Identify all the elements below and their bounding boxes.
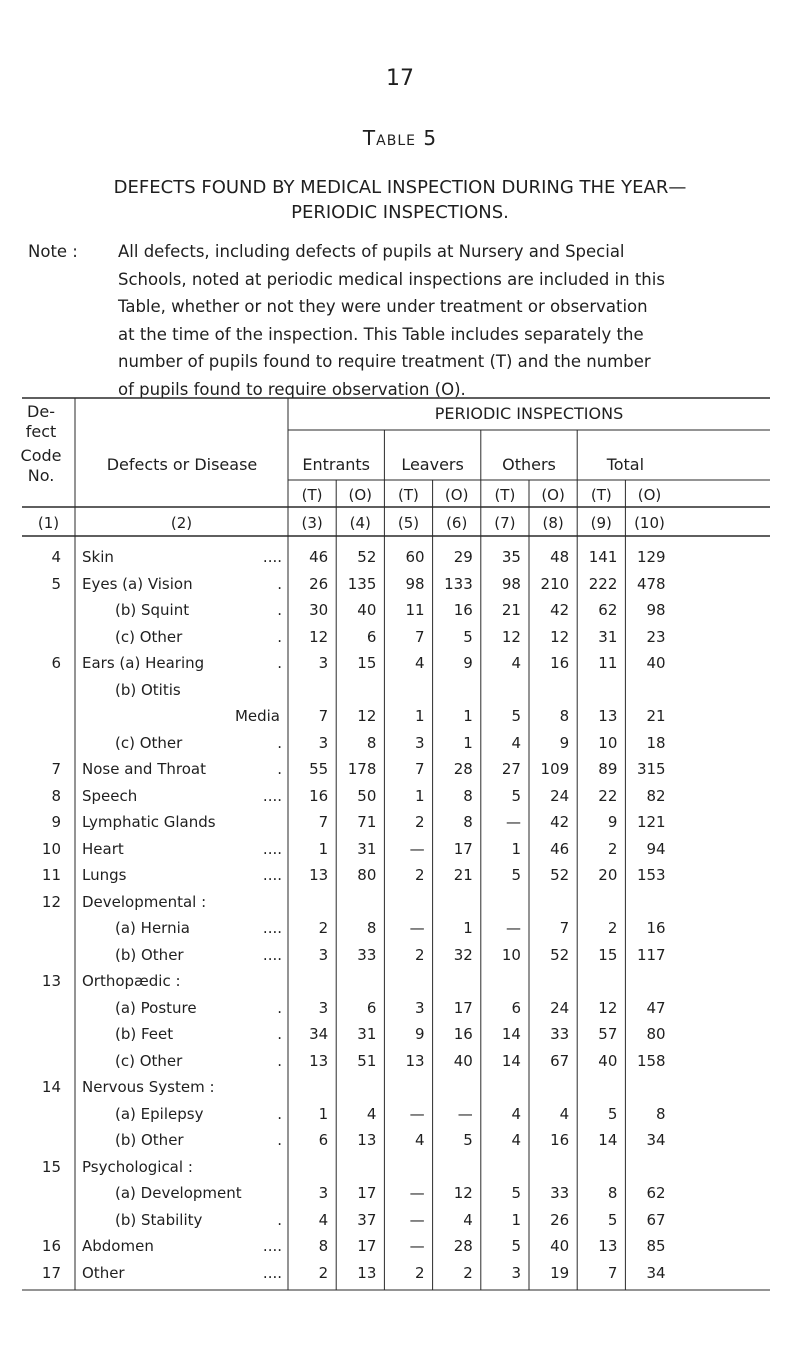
value-cell: 16: [550, 654, 570, 672]
leader-dots: ....: [262, 919, 282, 937]
value-cell: 4: [415, 1131, 425, 1149]
value-cell: 5: [607, 1210, 618, 1229]
value-cell: 4: [511, 654, 521, 672]
column-number: (4): [349, 514, 371, 532]
heading-line-1: DEFECTS FOUND BY MEDICAL INSPECTION DURING THE YEAR—: [113, 177, 687, 198]
value-cell: 12: [309, 627, 329, 646]
leader-dots: .: [277, 1104, 282, 1123]
periodic-inspections-header: PERIODIC INSPECTIONS: [434, 404, 624, 423]
value-cell: 121: [636, 813, 666, 831]
value-cell: 4: [511, 1131, 521, 1149]
value-cell: 1: [463, 733, 473, 752]
defect-label: Media: [234, 707, 280, 725]
leader-dots: .: [277, 760, 282, 778]
subcolumn-header: (T): [494, 486, 516, 504]
defect-code: 14: [41, 1078, 61, 1096]
value-cell: 4: [415, 654, 425, 672]
value-cell: 16: [453, 601, 473, 619]
value-cell: 94: [646, 839, 666, 858]
note-line: at the time of the inspection. This Table includes separately the: [118, 324, 644, 344]
column-number: (5): [397, 514, 420, 532]
defect-label: (b) Other: [115, 1131, 184, 1149]
value-cell: 2: [607, 919, 618, 937]
value-cell: 80: [646, 1025, 666, 1043]
value-cell: 13: [598, 1237, 618, 1255]
value-cell: 11: [598, 654, 618, 672]
value-cell: 30: [309, 601, 329, 619]
value-cell: 141: [588, 548, 618, 566]
value-cell: 1: [318, 839, 329, 858]
value-cell: 5: [463, 1131, 473, 1149]
column-number: (3): [301, 514, 323, 532]
defect-label: Speech: [82, 786, 138, 805]
leader-dots: .: [277, 1051, 282, 1070]
defect-code: 16: [41, 1237, 61, 1255]
value-cell: 14: [501, 1051, 521, 1070]
column-number: (10): [634, 514, 665, 532]
value-cell: 3: [415, 733, 425, 752]
value-cell: 4: [366, 1104, 377, 1123]
value-cell: 48: [550, 548, 570, 566]
value-cell: 7: [415, 627, 425, 646]
defect-label: Orthopædic :: [82, 972, 181, 990]
column-number: (6): [446, 514, 468, 532]
value-cell: 3: [318, 998, 329, 1017]
value-cell: 34: [309, 1025, 329, 1043]
value-cell: 21: [453, 866, 473, 884]
value-cell: 315: [636, 760, 666, 778]
value-cell: 46: [309, 548, 329, 566]
value-cell: —: [409, 919, 425, 937]
value-cell: 8: [463, 813, 473, 831]
value-cell: 3: [511, 1263, 521, 1282]
value-cell: 6: [318, 1131, 329, 1149]
value-cell: 34: [646, 1263, 666, 1282]
value-cell: 3: [318, 733, 329, 752]
value-cell: 13: [598, 707, 618, 725]
group-header-entrants: Entrants: [302, 455, 371, 474]
defect-label: (c) Other: [115, 1051, 183, 1070]
leader-dots: ....: [262, 1263, 282, 1282]
code-header-text: De-: [27, 402, 55, 421]
defect-label: Nose and Throat: [82, 760, 206, 778]
value-cell: 12: [550, 627, 570, 646]
value-cell: 24: [550, 998, 570, 1017]
value-cell: 7: [318, 813, 329, 831]
value-cell: 9: [463, 654, 473, 672]
value-cell: 13: [357, 1131, 377, 1149]
value-cell: 82: [646, 786, 666, 805]
value-cell: 2: [318, 1263, 329, 1282]
defect-label: (a) Hernia: [115, 919, 190, 937]
value-cell: 21: [501, 601, 521, 619]
defect-code: 5: [51, 574, 61, 593]
value-cell: —: [409, 839, 425, 858]
value-cell: 3: [318, 1184, 329, 1202]
defect-code: 7: [51, 760, 61, 778]
column-number: (1): [37, 514, 60, 532]
value-cell: 158: [636, 1051, 666, 1070]
value-cell: 71: [357, 813, 377, 831]
value-cell: 24: [550, 786, 570, 805]
leader-dots: .: [277, 627, 282, 646]
defect-label: (c) Other: [115, 627, 183, 646]
value-cell: 26: [550, 1210, 570, 1229]
value-cell: 16: [646, 919, 666, 937]
value-cell: 478: [636, 574, 666, 593]
value-cell: 1: [318, 1104, 329, 1123]
note-line: Table, whether or not they were under treatment or observation: [118, 297, 648, 316]
value-cell: 32: [453, 945, 473, 964]
defect-label: (a) Epilepsy: [115, 1104, 204, 1123]
value-cell: 8: [366, 919, 377, 937]
value-cell: 1: [463, 919, 473, 937]
defect-code: 9: [51, 813, 61, 831]
value-cell: 17: [357, 1237, 377, 1255]
value-cell: 29: [453, 548, 473, 566]
value-cell: 20: [598, 866, 618, 884]
subcolumn-header: (O): [541, 486, 565, 504]
value-cell: 98: [646, 601, 666, 619]
value-cell: 1: [415, 786, 425, 805]
defect-label: (c) Other: [115, 733, 183, 752]
defect-label: Developmental :: [82, 892, 207, 911]
value-cell: 210: [540, 574, 570, 593]
value-cell: 42: [550, 601, 570, 619]
value-cell: 8: [656, 1104, 666, 1123]
value-cell: 4: [511, 1104, 521, 1123]
value-cell: 5: [607, 1104, 618, 1123]
value-cell: 8: [366, 733, 377, 752]
code-header-text: fect: [25, 422, 57, 441]
leader-dots: .: [277, 1025, 282, 1043]
value-cell: 62: [598, 601, 618, 619]
leader-dots: .: [277, 601, 282, 619]
value-cell: 7: [318, 707, 329, 725]
column-number: (8): [542, 514, 564, 532]
value-cell: 2: [607, 839, 618, 858]
value-cell: 1: [511, 1210, 521, 1229]
value-cell: 51: [357, 1051, 377, 1070]
value-cell: 17: [453, 839, 473, 858]
value-cell: 4: [318, 1210, 329, 1229]
value-cell: —: [409, 1237, 425, 1255]
value-cell: 80: [357, 866, 377, 884]
defect-label: Abdomen: [82, 1237, 154, 1255]
value-cell: 6: [366, 998, 377, 1017]
value-cell: 19: [550, 1263, 570, 1282]
group-header-others: Others: [502, 455, 556, 474]
leader-dots: ....: [262, 786, 282, 805]
value-cell: 1: [511, 839, 521, 858]
leader-dots: .: [277, 574, 282, 593]
leader-dots: ....: [262, 839, 282, 858]
value-cell: 40: [550, 1237, 570, 1255]
value-cell: 15: [357, 654, 377, 672]
value-cell: 5: [511, 707, 521, 725]
defect-label: (a) Posture: [115, 998, 197, 1017]
value-cell: 17: [357, 1184, 377, 1202]
value-cell: 52: [357, 548, 377, 566]
table-title: Table 5: [362, 126, 438, 150]
value-cell: 13: [357, 1263, 377, 1282]
code-header-text: Code: [20, 446, 62, 465]
value-cell: 52: [550, 945, 570, 964]
defect-code: 15: [41, 1157, 61, 1176]
value-cell: 9: [415, 1025, 425, 1043]
value-cell: 52: [550, 866, 570, 884]
value-cell: 17: [453, 998, 473, 1017]
value-cell: 67: [646, 1210, 666, 1229]
value-cell: 3: [318, 945, 329, 964]
value-cell: 2: [415, 945, 425, 964]
value-cell: 135: [347, 574, 377, 593]
value-cell: 23: [646, 627, 666, 646]
note-line: of pupils found to require observation (O).: [118, 379, 466, 399]
value-cell: 40: [598, 1051, 618, 1070]
value-cell: 34: [646, 1131, 666, 1149]
leader-dots: .: [277, 654, 282, 672]
leader-dots: ....: [262, 548, 282, 566]
defect-code: 10: [41, 839, 61, 858]
value-cell: 85: [646, 1237, 666, 1255]
value-cell: 222: [588, 574, 618, 593]
value-cell: 13: [405, 1051, 425, 1070]
value-cell: 5: [511, 1184, 521, 1202]
defect-label: Ears (a) Hearing: [82, 654, 205, 672]
defects-column-header: Defects or Disease: [106, 455, 258, 474]
value-cell: 98: [405, 574, 425, 593]
value-cell: 6: [366, 627, 377, 646]
defect-label: Skin: [82, 548, 114, 566]
defect-label: Nervous System :: [82, 1078, 215, 1096]
value-cell: 12: [501, 627, 521, 646]
value-cell: 133: [444, 574, 473, 593]
value-cell: 7: [607, 1263, 618, 1282]
value-cell: 50: [357, 786, 377, 805]
value-cell: 12: [453, 1184, 473, 1202]
value-cell: 42: [550, 813, 570, 831]
value-cell: 46: [550, 839, 570, 858]
value-cell: 28: [453, 760, 473, 778]
value-cell: 5: [511, 1237, 521, 1255]
value-cell: 11: [405, 601, 425, 619]
value-cell: 55: [309, 760, 329, 778]
defect-code: 12: [41, 892, 61, 911]
value-cell: 4: [559, 1104, 570, 1123]
leader-dots: ....: [262, 866, 282, 884]
value-cell: 31: [598, 627, 618, 646]
value-cell: 1: [463, 707, 473, 725]
value-cell: 10: [501, 945, 521, 964]
value-cell: 178: [347, 760, 377, 778]
leader-dots: ....: [262, 945, 282, 964]
leader-dots: .: [277, 1131, 282, 1149]
value-cell: 26: [309, 574, 329, 593]
code-header-text: No.: [27, 466, 55, 485]
value-cell: 47: [646, 998, 666, 1017]
value-cell: 67: [550, 1051, 570, 1070]
value-cell: 40: [357, 601, 377, 619]
value-cell: 37: [357, 1210, 377, 1229]
value-cell: 40: [646, 654, 666, 672]
value-cell: 21: [646, 707, 666, 725]
value-cell: 13: [309, 1051, 329, 1070]
value-cell: 2: [415, 1263, 425, 1282]
value-cell: 4: [511, 733, 521, 752]
value-cell: 12: [598, 998, 618, 1017]
value-cell: 7: [559, 919, 570, 937]
value-cell: 8: [463, 786, 473, 805]
value-cell: 27: [501, 760, 521, 778]
defect-code: 13: [41, 972, 61, 990]
value-cell: 153: [636, 866, 666, 884]
value-cell: —: [409, 1104, 425, 1123]
value-cell: —: [409, 1184, 425, 1202]
value-cell: 22: [598, 786, 618, 805]
page-number: 17: [386, 66, 414, 91]
value-cell: 57: [598, 1025, 618, 1043]
defect-label: Other: [82, 1263, 125, 1282]
value-cell: 2: [415, 866, 425, 884]
leader-dots: ....: [262, 1237, 282, 1255]
value-cell: 3: [318, 654, 329, 672]
value-cell: 14: [598, 1131, 618, 1149]
value-cell: 40: [453, 1051, 473, 1070]
value-cell: 31: [357, 1025, 377, 1043]
defect-code: 11: [41, 866, 61, 884]
value-cell: 33: [550, 1184, 570, 1202]
value-cell: 33: [357, 945, 377, 964]
value-cell: 3: [415, 998, 425, 1017]
value-cell: 18: [646, 733, 666, 752]
value-cell: 60: [405, 548, 425, 566]
note-line: number of pupils found to require treatment (T) and the number: [118, 352, 651, 371]
value-cell: 89: [598, 760, 618, 778]
value-cell: 2: [318, 919, 329, 937]
value-cell: 98: [501, 574, 521, 593]
value-cell: 8: [607, 1184, 618, 1202]
value-cell: 5: [463, 627, 473, 646]
value-cell: 109: [540, 760, 570, 778]
leader-dots: .: [277, 998, 282, 1017]
value-cell: —: [505, 813, 521, 831]
value-cell: 2: [463, 1263, 473, 1282]
value-cell: 1: [415, 707, 425, 725]
defect-label: (b) Otitis: [115, 680, 181, 699]
group-header-total: Total: [606, 455, 645, 474]
leader-dots: .: [277, 1210, 282, 1229]
column-number: (7): [494, 514, 516, 532]
subcolumn-header: (T): [590, 486, 612, 504]
defect-code: 8: [51, 786, 61, 805]
value-cell: 6: [511, 998, 521, 1017]
defect-label: (b) Feet: [115, 1025, 174, 1043]
group-header-leavers: Leavers: [401, 455, 464, 474]
value-cell: 28: [453, 1237, 473, 1255]
subcolumn-header: (O): [637, 486, 662, 504]
value-cell: 129: [636, 548, 666, 566]
value-cell: —: [457, 1104, 473, 1123]
defect-label: Psychological :: [82, 1157, 193, 1176]
value-cell: 33: [550, 1025, 570, 1043]
column-number: (9): [590, 514, 612, 532]
defect-label: (b) Stability: [115, 1210, 203, 1229]
value-cell: 16: [550, 1131, 570, 1149]
value-cell: 16: [453, 1025, 473, 1043]
defect-code: 4: [51, 548, 61, 566]
note-line: Schools, noted at periodic medical inspections are included in this: [118, 269, 665, 289]
note-line: All defects, including defects of pupils at Nursery and Special: [118, 242, 625, 261]
value-cell: 2: [415, 813, 425, 831]
subcolumn-header: (O): [444, 486, 469, 504]
value-cell: 16: [309, 786, 329, 805]
subcolumn-header: (T): [398, 486, 419, 504]
value-cell: 4: [463, 1210, 473, 1229]
value-cell: 62: [646, 1184, 666, 1202]
value-cell: 14: [501, 1025, 521, 1043]
column-number: (2): [170, 514, 193, 532]
value-cell: —: [409, 1210, 425, 1229]
value-cell: 13: [309, 866, 329, 884]
value-cell: 5: [511, 786, 521, 805]
heading-line-2: PERIODIC INSPECTIONS.: [291, 202, 509, 223]
value-cell: 15: [598, 945, 618, 964]
defect-label: Lungs: [82, 866, 127, 884]
value-cell: 9: [559, 733, 570, 752]
defect-label: (b) Other: [115, 945, 184, 964]
value-cell: 8: [559, 707, 570, 725]
subcolumn-header: (O): [348, 486, 373, 504]
value-cell: 12: [357, 707, 377, 725]
value-cell: 7: [415, 760, 425, 778]
value-cell: 9: [607, 813, 618, 831]
value-cell: 10: [598, 733, 618, 752]
note-label: Note :: [28, 242, 78, 261]
defect-label: Lymphatic Glands: [82, 813, 216, 831]
value-cell: 5: [511, 866, 521, 884]
defect-code: 17: [41, 1263, 61, 1282]
defect-code: 6: [51, 654, 61, 672]
subcolumn-header: (T): [301, 486, 323, 504]
leader-dots: .: [277, 733, 282, 752]
defect-label: (b) Squint: [115, 601, 190, 619]
value-cell: 31: [357, 839, 377, 858]
defect-label: Eyes (a) Vision: [82, 574, 193, 593]
defect-label: (a) Development: [115, 1184, 242, 1202]
value-cell: —: [505, 919, 521, 937]
value-cell: 8: [318, 1237, 329, 1255]
defect-label: Heart: [82, 839, 124, 858]
value-cell: 35: [501, 548, 521, 566]
value-cell: 117: [636, 945, 666, 964]
